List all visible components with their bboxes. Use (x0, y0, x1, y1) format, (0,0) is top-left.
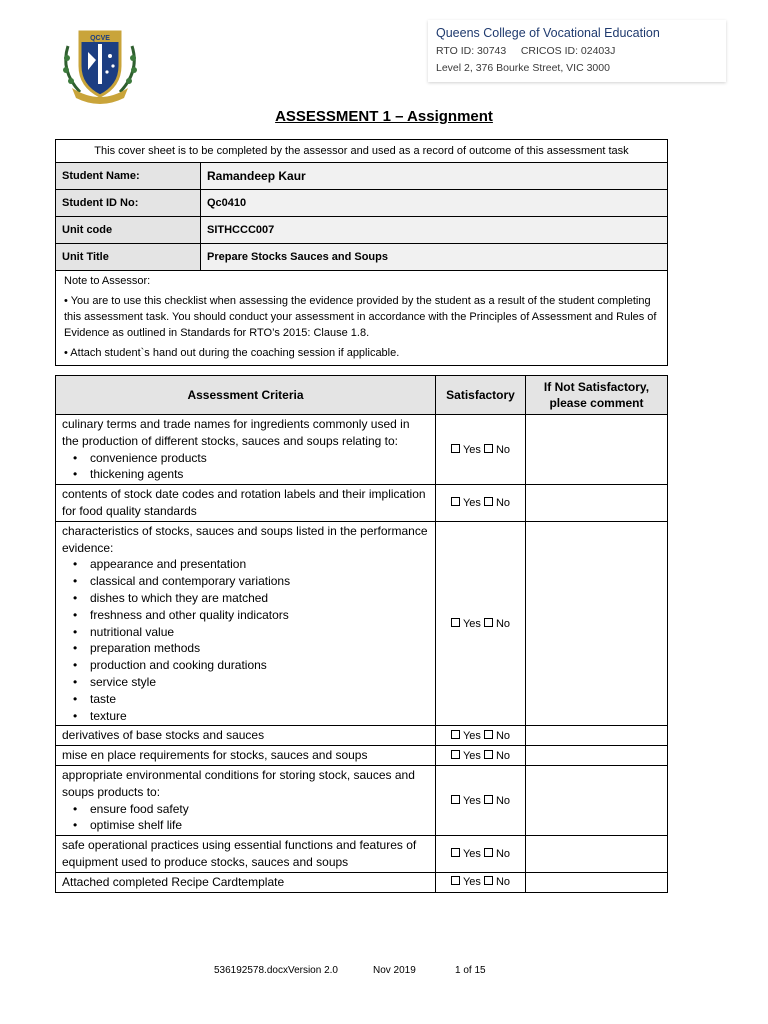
criteria-text: contents of stock date codes and rotation labels and their implication for food quality standards (62, 487, 426, 518)
no-checkbox[interactable] (484, 618, 493, 627)
unit-code-value: SITHCCC007 (201, 217, 668, 244)
satisfactory-cell (436, 765, 526, 835)
yes-label: Yes (462, 729, 481, 742)
criteria-cell (56, 765, 436, 835)
criteria-bullet: • service style (90, 674, 429, 691)
org-rto-line: RTO ID: 30743 CRICOS ID: 02403J (436, 45, 616, 57)
yes-label: Yes (462, 749, 481, 762)
criteria-bullet: • preparation methods (90, 640, 429, 657)
criteria-text: derivatives of base stocks and sauces (62, 728, 265, 743)
comment-cell[interactable] (526, 415, 668, 485)
no-label: No (495, 876, 511, 889)
criteria-text: Attached completed Recipe Cardtemplate (62, 874, 285, 889)
student-name-label: Student Name: (56, 163, 201, 190)
criteria-row (56, 872, 668, 892)
criteria-text: mise en place requirements for stocks, sauces and soups (62, 748, 368, 763)
comment-cell[interactable] (526, 746, 668, 766)
criteria-cell (56, 872, 436, 892)
criteria-row (56, 746, 668, 766)
no-label: No (495, 847, 511, 860)
footer-date: Nov 2019 (373, 965, 416, 976)
yes-label: Yes (462, 443, 481, 456)
assessor-note-p2: • Attach student`s hand out during the coaching session if applicable. (64, 347, 400, 359)
no-checkbox[interactable] (484, 795, 493, 804)
satisfactory-cell (436, 836, 526, 873)
criteria-row (56, 765, 668, 835)
assessor-note (56, 271, 668, 366)
criteria-cell (56, 485, 436, 522)
no-checkbox[interactable] (484, 876, 493, 885)
yes-checkbox[interactable] (451, 730, 460, 739)
criteria-bullet-list (62, 801, 429, 835)
footer-page: 1 of 15 (455, 965, 486, 976)
satisfactory-cell (436, 746, 526, 766)
assessment-criteria-table (55, 375, 668, 893)
comment-cell[interactable] (526, 872, 668, 892)
no-label: No (495, 496, 511, 509)
org-info-box (428, 20, 726, 82)
criteria-cell (56, 836, 436, 873)
page-title: ASSESSMENT 1 – Assignment (275, 108, 493, 125)
satisfactory-cell (436, 485, 526, 522)
criteria-cell (56, 746, 436, 766)
no-label: No (495, 794, 511, 807)
no-label: No (495, 617, 511, 630)
yes-label: Yes (462, 876, 481, 889)
criteria-bullet: • thickening agents (90, 466, 429, 483)
cover-sheet-note: This cover sheet is to be completed by the assessor and used as a record of outcome of this assessment task (56, 140, 668, 163)
criteria-row (56, 726, 668, 746)
yes-checkbox[interactable] (451, 750, 460, 759)
no-checkbox[interactable] (484, 730, 493, 739)
criteria-row (56, 521, 668, 726)
satisfactory-cell (436, 521, 526, 726)
criteria-text: characteristics of stocks, sauces and soups listed in the performance evidence: (62, 523, 428, 555)
yes-checkbox[interactable] (451, 795, 460, 804)
criteria-bullet-list (62, 556, 429, 724)
yes-checkbox[interactable] (451, 848, 460, 857)
criteria-row (56, 485, 668, 522)
criteria-bullet: • nutritional value (90, 624, 429, 641)
comment-cell[interactable] (526, 726, 668, 746)
yes-label: Yes (462, 847, 481, 860)
yes-label: Yes (462, 496, 481, 509)
comment-header: If Not Satisfactory, please comment (526, 376, 668, 415)
student-name-value: Ramandeep Kaur (201, 163, 668, 190)
criteria-bullet: • dishes to which they are matched (90, 590, 429, 607)
criteria-text: safe operational practices using essential functions and features of equipment used to produce stocks, sauces and soups (62, 838, 417, 869)
criteria-row (56, 836, 668, 873)
criteria-bullet: • texture (90, 708, 429, 725)
criteria-header: Assessment Criteria (56, 376, 436, 415)
student-id-value: Qc0410 (201, 190, 668, 217)
comment-cell[interactable] (526, 836, 668, 873)
yes-checkbox[interactable] (451, 497, 460, 506)
comment-cell[interactable] (526, 765, 668, 835)
student-id-label: Student ID No: (56, 190, 201, 217)
criteria-bullet: • taste (90, 691, 429, 708)
cover-sheet-table (55, 139, 668, 366)
criteria-cell (56, 726, 436, 746)
no-label: No (495, 749, 511, 762)
criteria-bullet: • production and cooking durations (90, 657, 429, 674)
no-checkbox[interactable] (484, 750, 493, 759)
yes-checkbox[interactable] (451, 618, 460, 627)
no-label: No (495, 729, 511, 742)
yes-checkbox[interactable] (451, 876, 460, 885)
org-name: Queens College of Vocational Education (436, 26, 660, 40)
college-logo (58, 26, 142, 104)
satisfactory-cell (436, 415, 526, 485)
criteria-bullet: • freshness and other quality indicators (90, 607, 429, 624)
criteria-text: appropriate environmental conditions for storing stock, sauces and soups products to: (62, 767, 415, 799)
criteria-cell (56, 415, 436, 485)
no-checkbox[interactable] (484, 848, 493, 857)
satisfactory-cell (436, 872, 526, 892)
criteria-bullet: • classical and contemporary variations (90, 573, 429, 590)
criteria-text: culinary terms and trade names for ingredients commonly used in the production of different stocks, sauces and soups relating to: (62, 417, 410, 448)
criteria-cell (56, 521, 436, 726)
criteria-bullet: • optimise shelf life (90, 817, 429, 834)
org-address: Level 2, 376 Bourke Street, VIC 3000 (436, 62, 610, 74)
criteria-bullet-list (62, 450, 429, 484)
comment-cell[interactable] (526, 485, 668, 522)
no-checkbox[interactable] (484, 497, 493, 506)
criteria-row (56, 415, 668, 485)
footer-doc: 536192578.docxVersion 2.0 (214, 965, 338, 976)
yes-label: Yes (462, 617, 481, 630)
no-label: No (495, 443, 511, 456)
unit-title-value: Prepare Stocks Sauces and Soups (201, 244, 668, 271)
assessor-note-heading: Note to Assessor: (64, 275, 151, 287)
satisfactory-cell (436, 726, 526, 746)
unit-code-label: Unit code (56, 217, 201, 244)
comment-cell[interactable] (526, 521, 668, 726)
unit-title-label: Unit Title (56, 244, 201, 271)
yes-label: Yes (462, 794, 481, 807)
logo-text: QCVE (90, 35, 110, 42)
criteria-bullet: • appearance and presentation (90, 556, 429, 573)
criteria-bullet: • ensure food safety (90, 801, 429, 818)
criteria-bullet: • convenience products (90, 450, 429, 467)
assessor-note-p1: • You are to use this checklist when assessing the evidence provided by the student as a result of the student completing this assessment task. You should conduct your assessment in accordance with the Principles of Assessment and Rules of Evidence as outlined in Standards for RTO’s 2015: Clause 1.8. (64, 295, 657, 339)
satisfactory-header: Satisfactory (436, 376, 526, 415)
yes-checkbox[interactable] (451, 444, 460, 453)
no-checkbox[interactable] (484, 444, 493, 453)
